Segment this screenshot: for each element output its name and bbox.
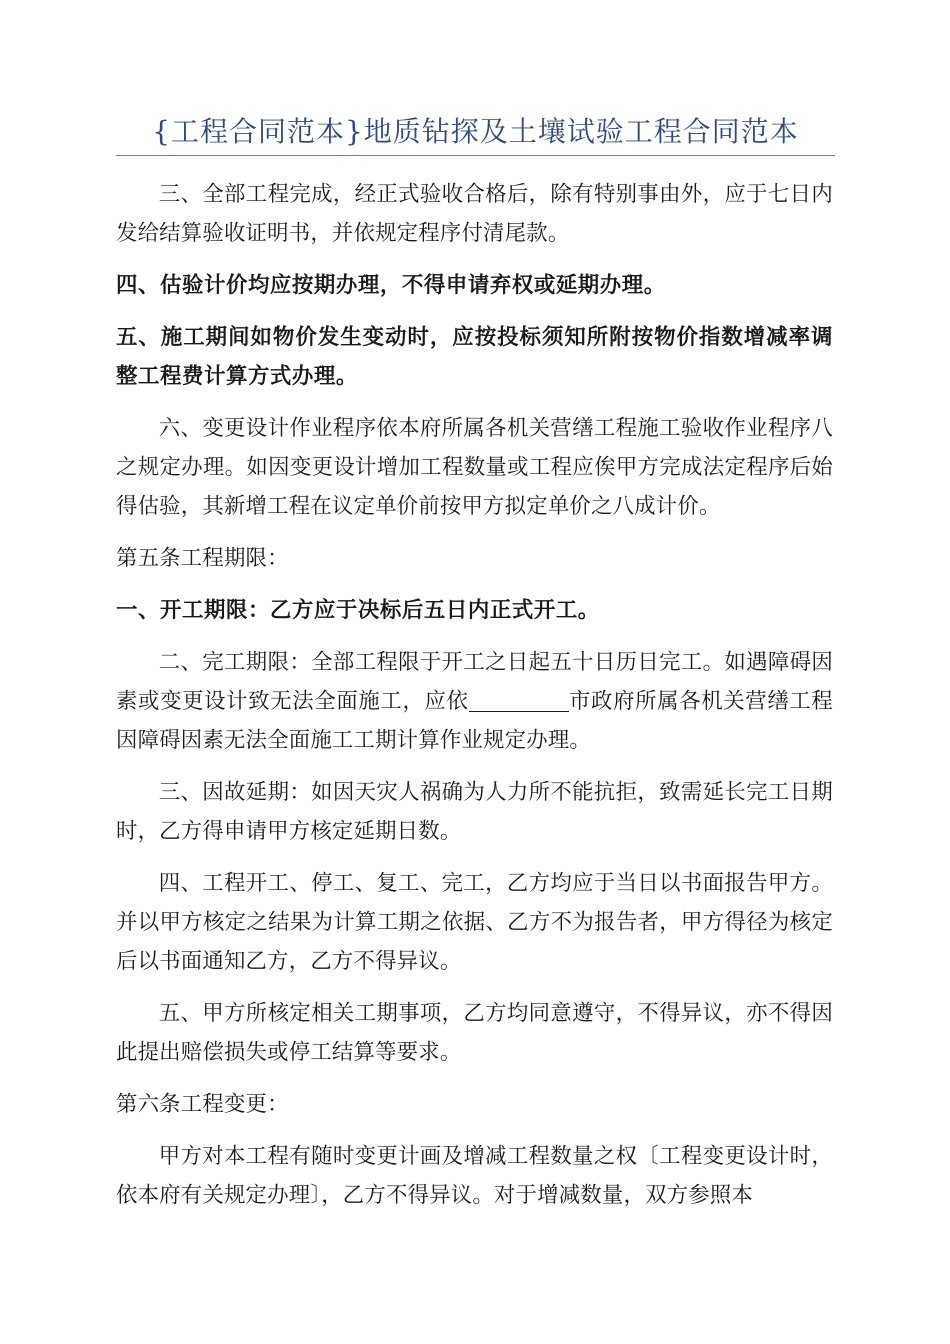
paragraph-start-deadline: 一、开工期限：乙方应于决标后五日内正式开工。 <box>116 598 600 623</box>
section-heading-article-5: 第五条工程期限： <box>116 546 289 571</box>
paragraph-work-reports: 四、工程开工、停工、复工、完工，乙方均应于当日以书面报告甲方。并以甲方核定之结果为计算工期之依据、乙方不为报告者，甲方得径为核定后以书面通知乙方，乙方不得异议。 <box>116 871 833 974</box>
paragraph-design-change: 六、变更设计作业程序依本府所属各机关营缮工程施工验收作业程序八之规定办理。如因变更设计增加工程数量或工程应俟甲方完成法定程序后始得估验，其新增工程在议定单价前按甲方拟定单价之八成计价。 <box>116 416 833 519</box>
title-underline <box>116 155 835 156</box>
paragraph-change-rights: 甲方对本工程有随时变更计画及增减工程数量之权〔工程变更设计时，依本府有关规定办理〕，乙方不得异议。对于增减数量，双方参照本 <box>116 1144 833 1208</box>
paragraph-completion-deadline <box>116 643 833 760</box>
document-body <box>116 175 833 1228</box>
paragraph-delay: 三、因故延期：如因天灾人祸确为人力所不能抗拒，致需延长完工日期时，乙方得申请甲方核定延期日数。 <box>116 780 833 844</box>
completion-text-part-1: 二、完工期限：全部工程限于开工之日起五十日历日完工。如遇障碍因素或变更设计致无法全面施工，应依 <box>116 650 833 714</box>
paragraph-valuation-deadline: 四、估验计价均应按期办理，不得申请弃权或延期办理。 <box>116 273 666 298</box>
paragraph-schedule-compliance: 五、甲方所核定相关工期事项，乙方均同意遵守，不得异议，亦不得因此提出赔偿损失或停工结算等要求。 <box>116 1001 833 1065</box>
blank-fill-line <box>469 690 569 712</box>
completion-text-part-2: 市政府所属各机关营缮工程因障碍因素无法全面施工工期计算作业规定办理。 <box>116 689 834 753</box>
paragraph-final-settlement: 三、全部工程完成，经正式验收合格后，除有特别事由外，应于七日内发给结算验收证明书，并依规定程序付清尾款。 <box>116 182 833 246</box>
paragraph-price-adjustment: 五、施工期间如物价发生变动时，应按投标须知所附按物价指数增减率调整工程费计算方式办理。 <box>116 325 833 389</box>
document-title: {工程合同范本}地质钻探及土壤试验工程合同范本 <box>152 115 799 148</box>
section-heading-article-6: 第六条工程变更： <box>116 1092 289 1117</box>
